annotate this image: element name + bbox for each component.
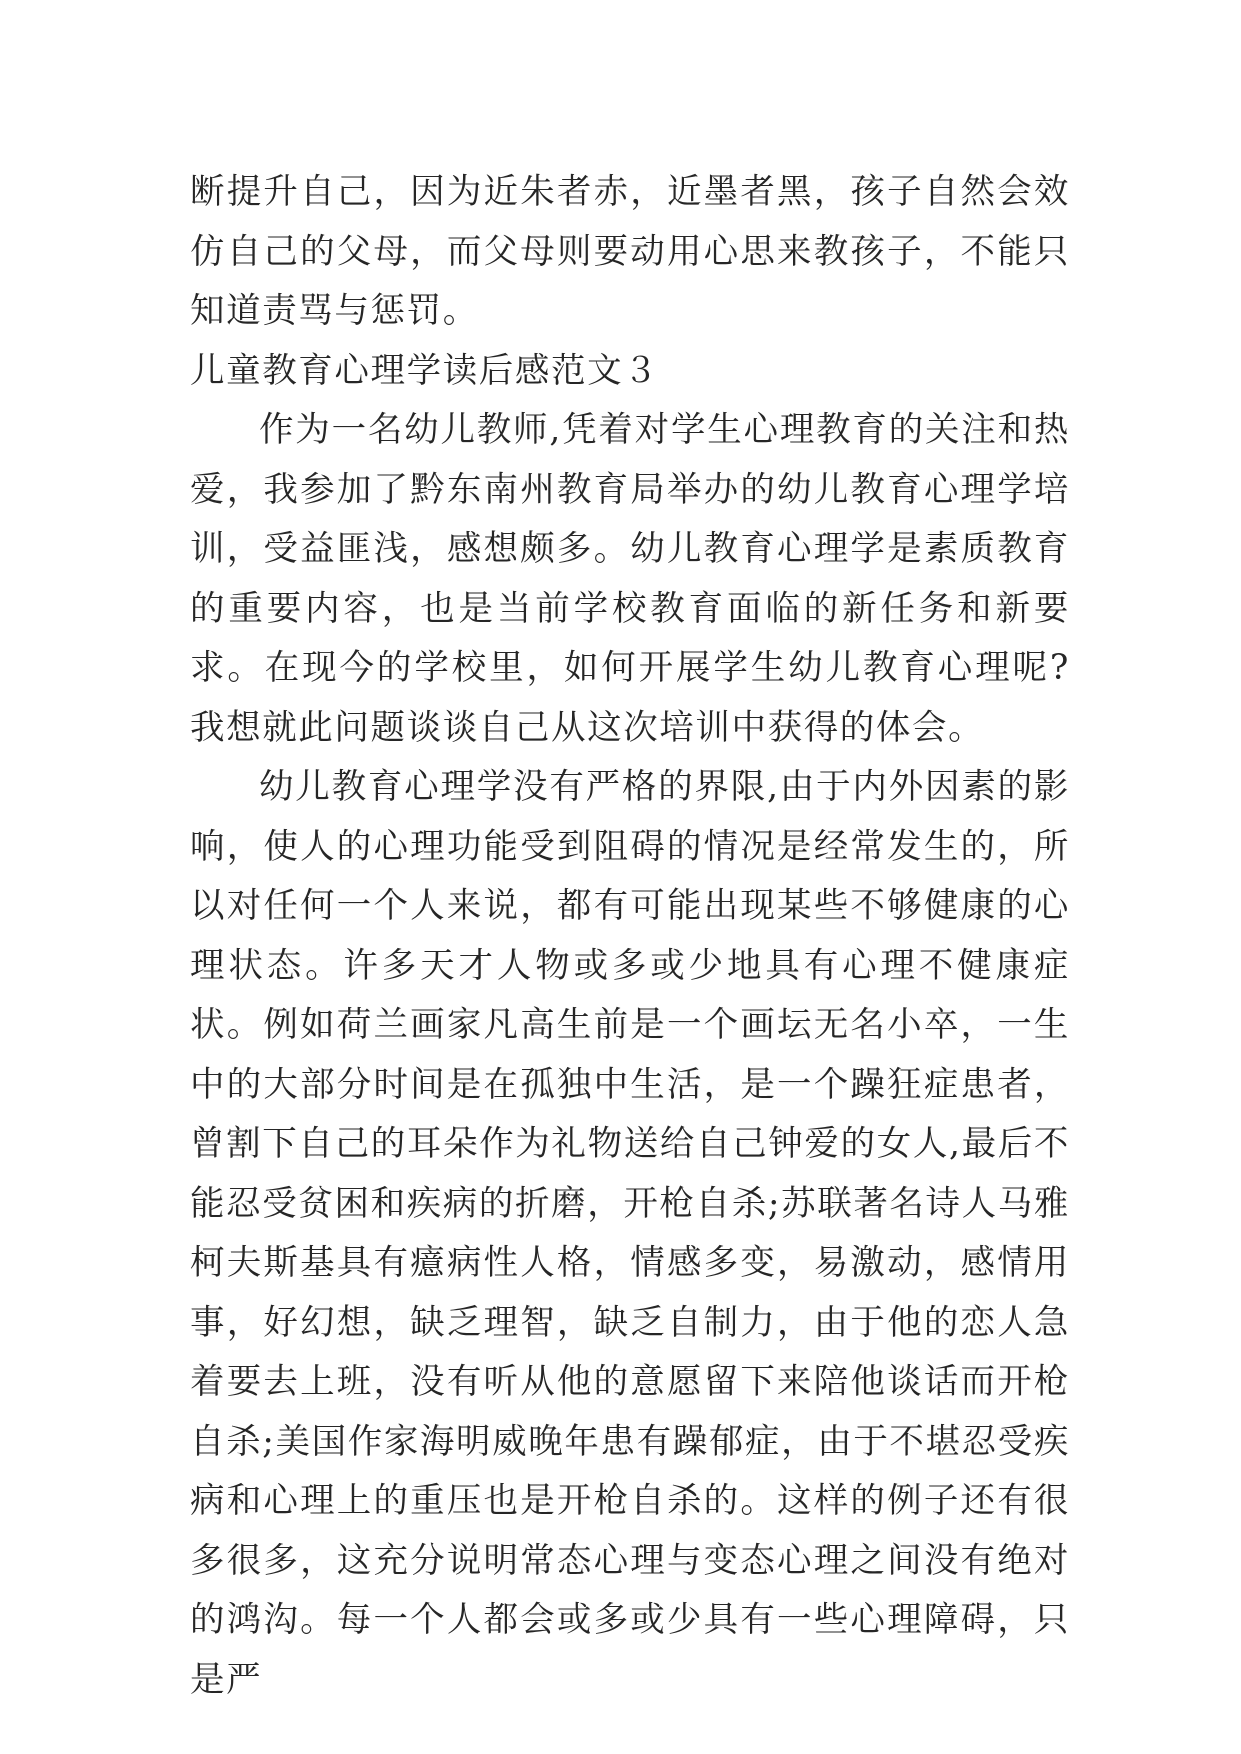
section-title: 儿童教育心理学读后感范文３ bbox=[190, 350, 660, 391]
document-body bbox=[190, 163, 1070, 1710]
body-paragraph-1: 作为一名幼儿教师,凭着对学生心理教育的关注和热爱，我参加了黔东南州教育局举办的幼儿教育心理学培训，受益匪浅，感想颇多。幼儿教育心理学是素质教育的重要内容，也是当前学校教育面临的新任务和新要求。在现今的学校里，如何开展学生幼儿教育心理呢?我想就此问题谈谈自己从这次培训中获得的体会。 bbox=[190, 410, 1070, 748]
continuation-paragraph: 断提升自己，因为近朱者赤，近墨者黑，孩子自然会效仿自己的父母，而父母则要动用心思来教孩子，不能只知道责骂与惩罚。 bbox=[190, 172, 1070, 331]
body-paragraph-2: 幼儿教育心理学没有严格的界限,由于内外因素的影响，使人的心理功能受到阻碍的情况是经常发生的，所以对任何一个人来说，都有可能出现某些不够健康的心理状态。许多天才人物或多或少地具有心理不健康症状。例如荷兰画家凡高生前是一个画坛无名小卒，一生中的大部分时间是在孤独中生活，是一个躁狂症患者，曾割下自己的耳朵作为礼物送给自己钟爱的女人,最后不能忍受贫困和疾病的折磨，开枪自杀;苏联著名诗人马雅柯夫斯基具有癔病性人格，情感多变，易激动，感情用事，好幻想，缺乏理智，缺乏自制力，由于他的恋人急着要去上班，没有听从他的意愿留下来陪他谈话而开枪自杀;美国作家海明威晚年患有躁郁症，由于不堪忍受疾病和心理上的重压也是开枪自杀的。这样的例子还有很多很多，这充分说明常态心理与变态心理之间没有绝对的鸿沟。每一个人都会或多或少具有一些心理障碍，只是严 bbox=[190, 767, 1070, 1700]
